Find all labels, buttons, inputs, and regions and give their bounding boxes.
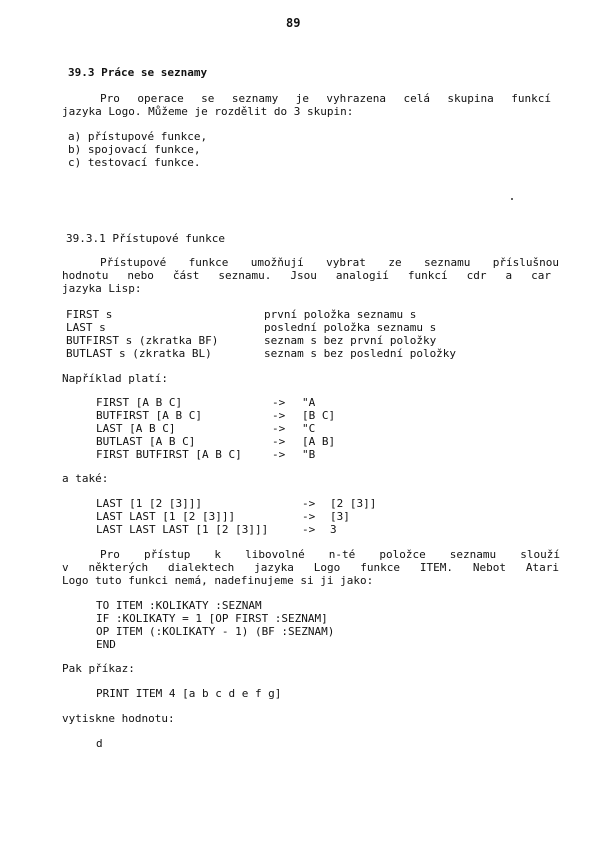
para1-line-1: Přístupové funkce umožňují vybrat ze seznamu příslušnou <box>100 256 559 269</box>
function-description: seznam s bez poslední položky <box>264 347 457 360</box>
example-expression: FIRST BUTFIRST [A B C] <box>96 448 242 461</box>
function-description: poslední položka seznamu s <box>264 321 437 334</box>
para2-line-3: Logo tuto funkci nemá, nadefinujeme si ji jako: <box>62 574 374 587</box>
example-result: "A <box>302 396 316 409</box>
section-title: 39.3 Práce se seznamy <box>68 66 208 79</box>
example-result: "C <box>302 422 316 435</box>
arrow: -> <box>302 510 316 523</box>
group-item-b: b) spojovací funkce, <box>68 143 201 156</box>
example-expression: LAST [1 [2 [3]]] <box>96 497 202 510</box>
example-expression: LAST LAST LAST [1 [2 [3]]] <box>96 523 269 536</box>
result-value: d <box>96 737 103 750</box>
code-line: IF :KOLIKATY = 1 [OP FIRST :SEZNAM] <box>96 612 328 625</box>
para1-line-3: jazyka Lisp: <box>62 282 142 295</box>
example-result: "B <box>302 448 316 461</box>
example-intro: Například platí: <box>62 372 168 385</box>
function-name: LAST s <box>66 321 106 334</box>
example-expression: BUTLAST [A B C] <box>96 435 196 448</box>
function-name: BUTLAST s (zkratka BL) <box>66 347 212 360</box>
prints-intro: vytiskne hodnotu: <box>62 712 175 725</box>
para2-line-1: Pro přístup k libovolné n-té položce seznamu slouží <box>100 548 560 561</box>
group-item-c: c) testovací funkce. <box>68 156 201 169</box>
subsection-title: 39.3.1 Přístupové funkce <box>66 232 225 245</box>
arrow: -> <box>272 422 286 435</box>
arrow: -> <box>302 497 316 510</box>
arrow: -> <box>272 396 286 409</box>
code-line: TO ITEM :KOLIKATY :SEZNAM <box>96 599 262 612</box>
example-expression: BUTFIRST [A B C] <box>96 409 202 422</box>
page-number: 89 <box>286 16 301 30</box>
arrow: -> <box>272 409 286 422</box>
arrow: -> <box>272 435 286 448</box>
example-expression: LAST LAST [1 [2 [3]]] <box>96 510 236 523</box>
stray-mark <box>511 198 513 200</box>
example-result: [3] <box>330 510 350 523</box>
intro-line-1: Pro operace se seznamy je vyhrazena celá skupina funkcí <box>100 92 551 105</box>
example-expression: LAST [A B C] <box>96 422 176 435</box>
code-line: OP ITEM (:KOLIKATY - 1) (BF :SEZNAM) <box>96 625 335 638</box>
example-expression: FIRST [A B C] <box>96 396 183 409</box>
arrow: -> <box>302 523 316 536</box>
intro-line-2: jazyka Logo. Můžeme je rozdělit do 3 skupin: <box>62 105 354 118</box>
function-description: první položka seznamu s <box>264 308 417 321</box>
code-line: END <box>96 638 116 651</box>
arrow: -> <box>272 448 286 461</box>
para2-line-2: v některých dialektech jazyka Logo funkce ITEM. Nebot Atari <box>62 561 559 574</box>
example-result: [A B] <box>302 435 336 448</box>
group-item-a: a) přístupové funkce, <box>68 130 208 143</box>
command-line: PRINT ITEM 4 [a b c d e f g] <box>96 687 282 700</box>
example-result: [B C] <box>302 409 336 422</box>
para1-line-2: hodnotu nebo část seznamu. Jsou analogií funkcí cdr a car <box>62 269 551 282</box>
example-result: 3 <box>330 523 337 536</box>
function-name: FIRST s <box>66 308 113 321</box>
function-name: BUTFIRST s (zkratka BF) <box>66 334 219 347</box>
function-description: seznam s bez první položky <box>264 334 437 347</box>
example-result: [2 [3]] <box>330 497 377 510</box>
command-intro: Pak příkaz: <box>62 662 135 675</box>
also-label: a také: <box>62 472 109 485</box>
